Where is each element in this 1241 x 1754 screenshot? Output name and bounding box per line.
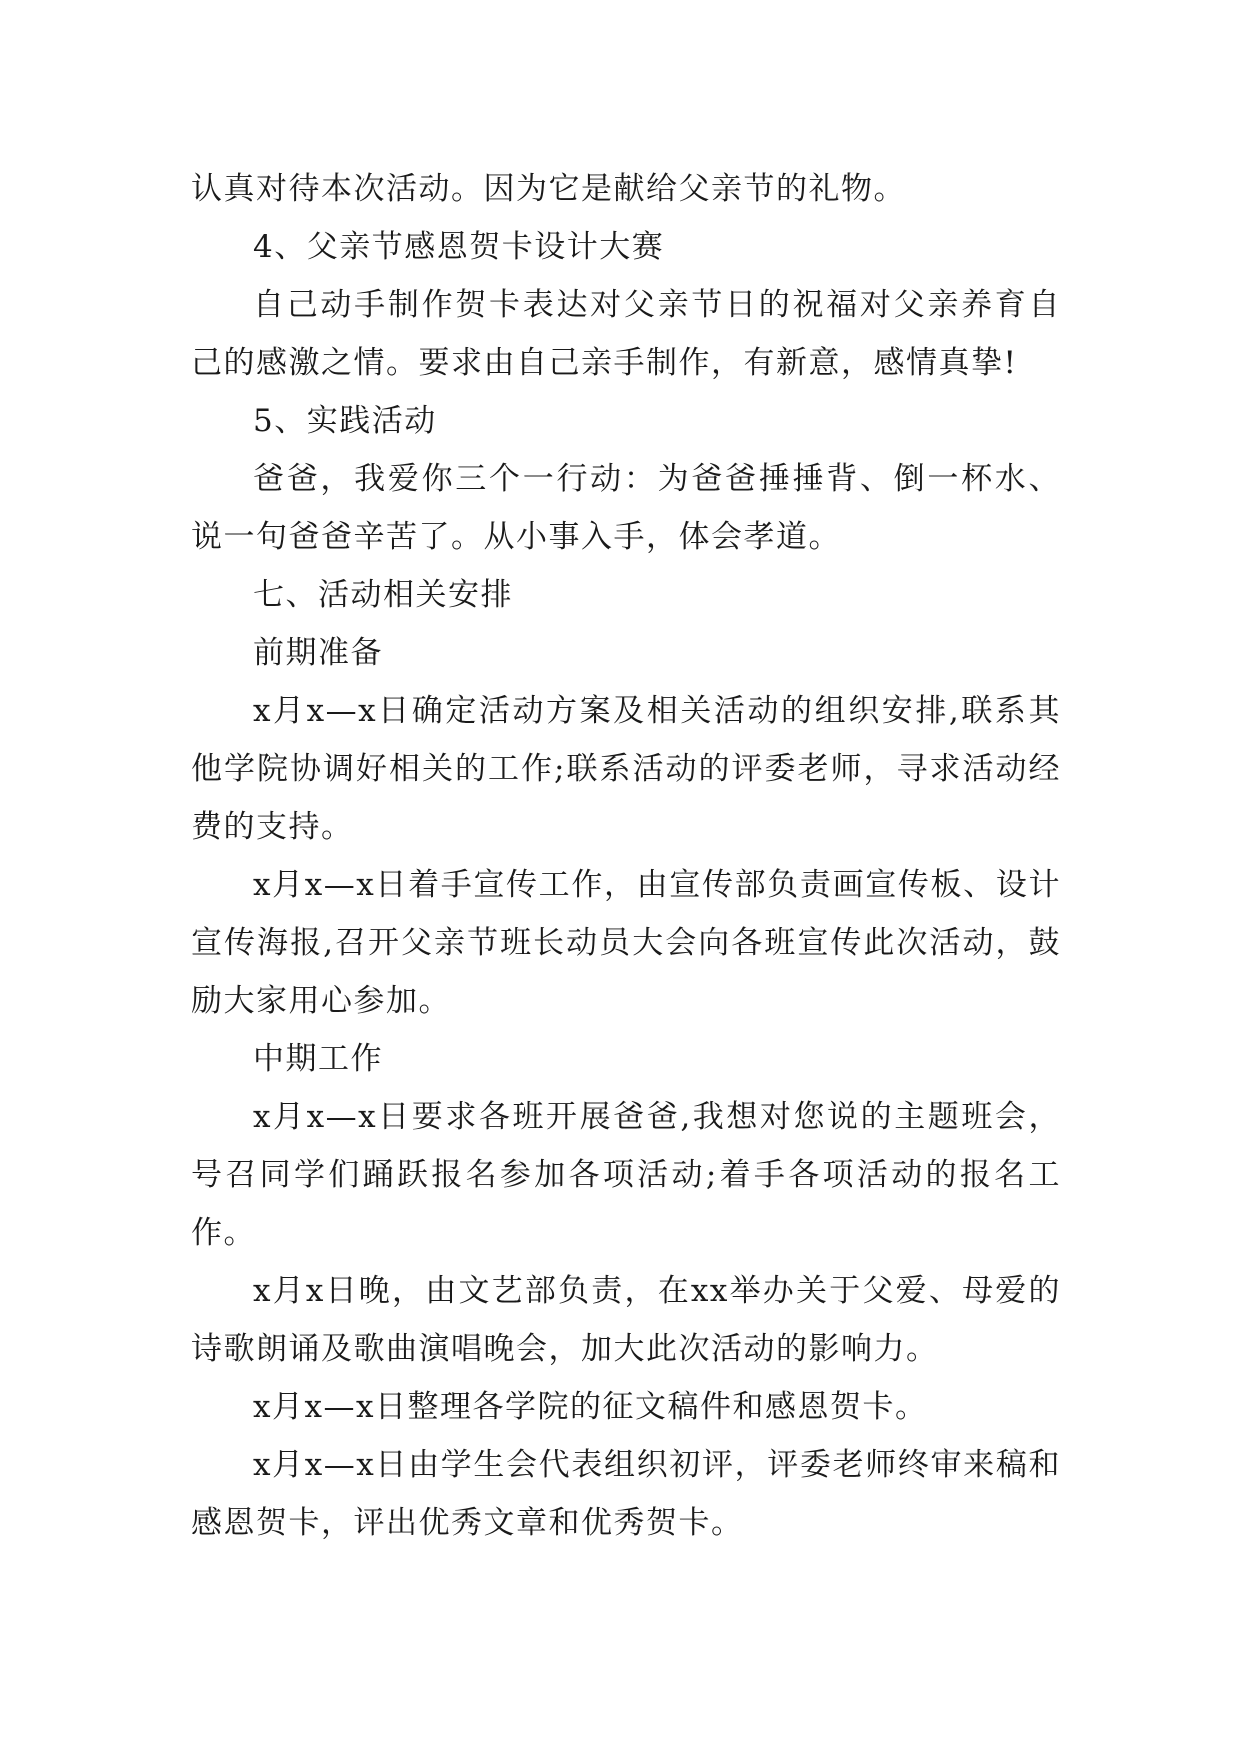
paragraph-midterm-4: x月x—x日由学生会代表组织初评，评委老师终审来稿和感恩贺卡，评出优秀文章和优秀贺卡。 [191,1447,1061,1541]
paragraph-midterm-3: x月x—x日整理各学院的征文稿件和感恩贺卡。 [253,1389,928,1425]
paragraph-midterm-2: x月x日晚，由文艺部负责，在xx举办关于父爱、母爱的诗歌朗诵及歌曲演唱晚会，加大此次活动的影响力。 [191,1273,1061,1367]
paragraph-preparation-1: x月x—x日确定活动方案及相关活动的组织安排,联系其他学院协调好相关的工作;联系活动的评委老师，寻求活动经费的支持。 [191,693,1061,845]
paragraph-greeting-card: 自己动手制作贺卡表达对父亲节日的祝福对父亲养育自己的感激之情。要求由自己亲手制作，有新意，感情真挚! [191,287,1061,381]
section-heading-arrangement: 七、活动相关安排 [253,577,513,613]
section-heading-greeting-card: 4、父亲节感恩贺卡设计大赛 [253,229,665,265]
subheading-preparation: 前期准备 [253,635,383,671]
paragraph-practice: 爸爸，我爱你三个一行动：为爸爸捶捶背、倒一杯水、说一句爸爸辛苦了。从小事入手，体会孝道。 [191,461,1061,555]
section-heading-practice: 5、实践活动 [253,403,437,439]
paragraph-midterm-1: x月x—x日要求各班开展爸爸,我想对您说的主题班会，号召同学们踊跃报名参加各项活动;着手各项活动的报名工作。 [191,1099,1061,1251]
subheading-midterm: 中期工作 [253,1041,383,1077]
paragraph-preparation-2: x月x—x日着手宣传工作，由宣传部负责画宣传板、设计宣传海报,召开父亲节班长动员大会向各班宣传此次活动，鼓励大家用心参加。 [191,867,1061,1019]
document-body [191,160,1061,1552]
paragraph-continuation: 认真对待本次活动。因为它是献给父亲节的礼物。 [191,171,906,207]
